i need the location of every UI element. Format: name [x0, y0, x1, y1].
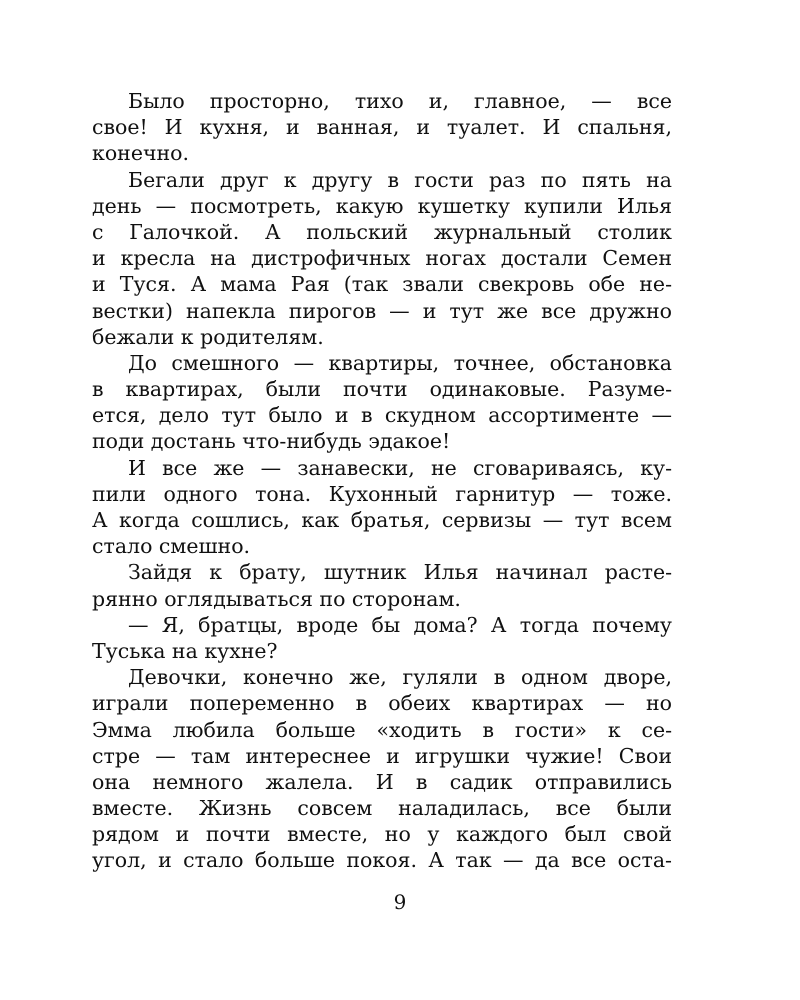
text-line: А когда сошлись, как братья, сервизы — тут всем — [92, 508, 672, 532]
text-line: день — посмотреть, какую кушетку купили Илья — [92, 193, 672, 218]
text-line: ется, дело тут было и в скудном ассортименте — — [92, 403, 672, 428]
text-line: Было просторно, тихо и, главное, — все — [128, 89, 672, 113]
text-line: бежали к родителям. — [92, 324, 324, 349]
text-line: в квартирах, были почти одинаковые. Разуме- — [92, 377, 672, 402]
paragraph — [92, 455, 672, 560]
paragraph — [92, 612, 672, 664]
text-line: стре — там интереснее и игрушки чужие! Свои — [92, 743, 672, 768]
paragraph — [92, 664, 672, 874]
text-line: — Я, братцы, вроде бы дома? А тогда почему — [128, 612, 672, 637]
text-line: с Галочкой. А польский журнальный столик — [92, 219, 672, 244]
text-line: угол, и стало больше покоя. А так — да все оста- — [92, 848, 672, 873]
paragraph — [92, 350, 672, 455]
text-line: рядом и почти вместе, но у каждого был свой — [92, 822, 672, 847]
paragraph — [92, 88, 672, 167]
paragraph — [92, 559, 672, 611]
text-line: И все же — занавески, не сговариваясь, ку- — [128, 455, 672, 480]
text-line: поди достань что-нибудь эдакое! — [92, 429, 451, 454]
text-line: стало смешно. — [92, 534, 251, 559]
text-line: Зайдя к брату, шутник Илья начинал расте- — [128, 560, 672, 585]
text-line: вестки) напекла пирогов — и тут же все дружно — [92, 298, 672, 323]
text-line: рянно оглядываться по сторонам. — [92, 586, 461, 611]
text-line: Девочки, конечно же, гуляли в одном дворе, — [128, 665, 672, 690]
text-line: До смешного — квартиры, точнее, обстановка — [128, 350, 672, 375]
text-line: Туська на кухне? — [92, 638, 278, 663]
text-line: Бегали друг к другу в гости раз по пять на — [128, 167, 672, 192]
text-line: свое! И кухня, и ванная, и туалет. И спальня, — [92, 115, 672, 140]
text-line: конечно. — [92, 141, 190, 166]
paragraph — [92, 167, 672, 350]
text-line: Эмма любила больше «ходить в гости» к се- — [92, 717, 672, 742]
text-line: вместе. Жизнь совсем наладилась, все были — [92, 796, 672, 821]
text-line: она немного жалела. И в садик отправились — [92, 769, 672, 794]
text-line: и Туся. А мама Рая (так звали свекровь обе не- — [92, 272, 672, 297]
text-line: играли попеременно в обеих квартирах — но — [92, 691, 672, 716]
text-line: пили одного тона. Кухонный гарнитур — тоже. — [92, 481, 672, 506]
page-number: 9 — [393, 890, 407, 914]
text-line: и кресла на дистрофичных ногах достали Семен — [92, 246, 672, 271]
body-text — [92, 88, 672, 874]
